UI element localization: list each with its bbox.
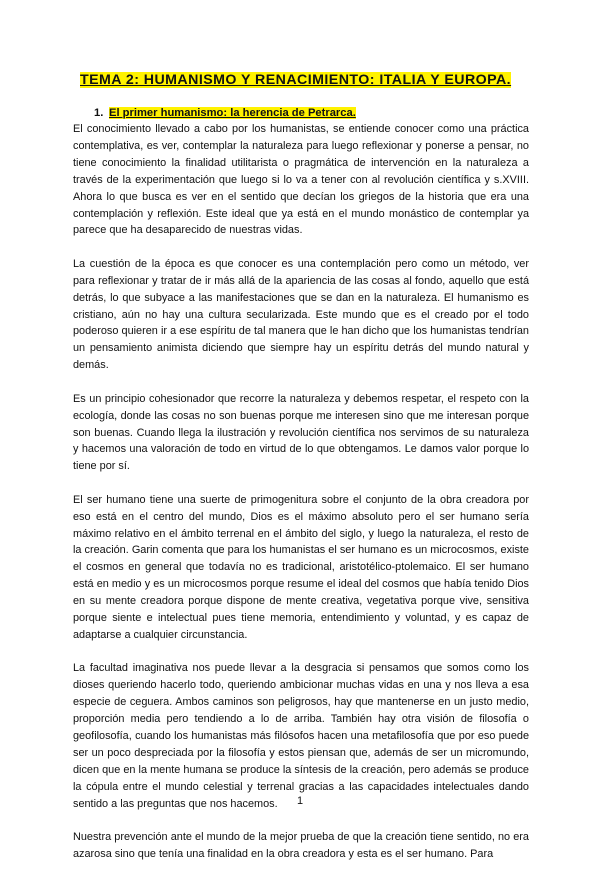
document-body <box>73 121 529 879</box>
document-title-text: TEMA 2: HUMANISMO Y RENACIMIENTO: ITALIA Y EUROPA. <box>80 72 512 88</box>
paragraph: El ser humano tiene una suerte de primogenitura sobre el conjunto de la obra creadora por eso está en el centro del mundo, Dios es el máximo absoluto pero el ser humano sería máximo relativo en el ámbito terrenal en el ámbito del siglo, y luego la naturaleza, el resto de la creación. Garin comenta que para los humanistas el ser humano es un microcosmos, existe el cosmos en general que todavía no es tradicional, aristotélico-ptolemaico. El ser humano está en medio y es un microcosmos porque resume el ideal del cosmos que había tenido Dios en su mente creadora porque dispone de mente creativa, vegetativa porque vive, sensitiva porque siente e intelectual pues tiene memoria, entendimiento y voluntad, y es capaz de adaptarse a cualquier circunstancia. <box>73 493 529 641</box>
page-number: 1 <box>296 795 304 807</box>
paragraph: Es un principio cohesionador que recorre la naturaleza y debemos respetar, el respeto con la ecología, donde las cosas no son buenas porque me interesen sino que me interesan porque son buenas. Cuando llega la ilustración y revolución científica nos servimos de su naturaleza y hacemos una valoración de todo en virtud de lo que obtengamos. Le damos valor porque lo tiene por sí. <box>73 392 529 473</box>
paragraph: El conocimiento llevado a cabo por los humanistas, se entiende conocer como una práctica contemplativa, es ver, contemplar la naturaleza para luego reflexionar y ponerse a pensar, no tiene conocimiento la finalidad utilitarista o pragmática de intervención en la naturaleza a través de la experimentación que luego si lo va a tener con al revolución científica y s.XVIII. Ahora lo que busca es ver en el sentido que decían los griegos de la historia que era una contemplación y reflexión. Este ideal que ya está en el mundo monástico de contemplar ya parece que ha desaparecido de nuestras vidas. <box>73 123 529 237</box>
document-title <box>80 71 511 89</box>
paragraph: La facultad imaginativa nos puede llevar a la desgracia si pensamos que somos como los dioses queriendo hacerlo todo, queriendo ambicionar muchas vidas en una y nos lleva a esa especie de ceguera. Ambos caminos son peligrosos, hay que mantenerse en un justo medio, proporción media pero tendiendo a lo de arriba. También hay otra visión de filosofía o geofilosofía, cuando los humanistas más filósofos hacen una metafilosofía que por eso puede ser un poco despreciada por la filosofía y estos piensan que, además de ser un micromundo, dicen que en la mente humana se produce la síntesis de la creación, pero además se produce la cópula entre el mundo celestial y terrenal gracias a las capacidades intelectuales dando sentido a las preguntas que nos hacemos. <box>73 662 529 810</box>
paragraph: La cuestión de la época es que conocer es una contemplación pero como un método, ver para reflexionar y tratar de ir más allá de la apariencia de las cosas al fondo, aquello que está detrás, lo que subyace a las manifestaciones que se dan en la naturaleza. El humanismo es cristiano, aún no hay una cultura secularizada. Este mundo que es el creado por el todo poderoso quieren ir a ese espíritu de tal manera que le han dicho que los humanistas tendrían un pensamiento animista diciendo que siempre hay un espíritu detrás del mundo natural y demás. <box>73 257 529 372</box>
paragraph: Nuestra prevención ante el mundo de la mejor prueba de que la creación tiene sentido, no era azarosa sino que tenía una finalidad en la obra creadora y esta es el ser humano. Para <box>73 831 529 860</box>
section-heading <box>94 106 356 120</box>
section-number: 1. <box>94 107 104 119</box>
section-heading-text: El primer humanismo: la herencia de Petrarca. <box>109 107 356 119</box>
